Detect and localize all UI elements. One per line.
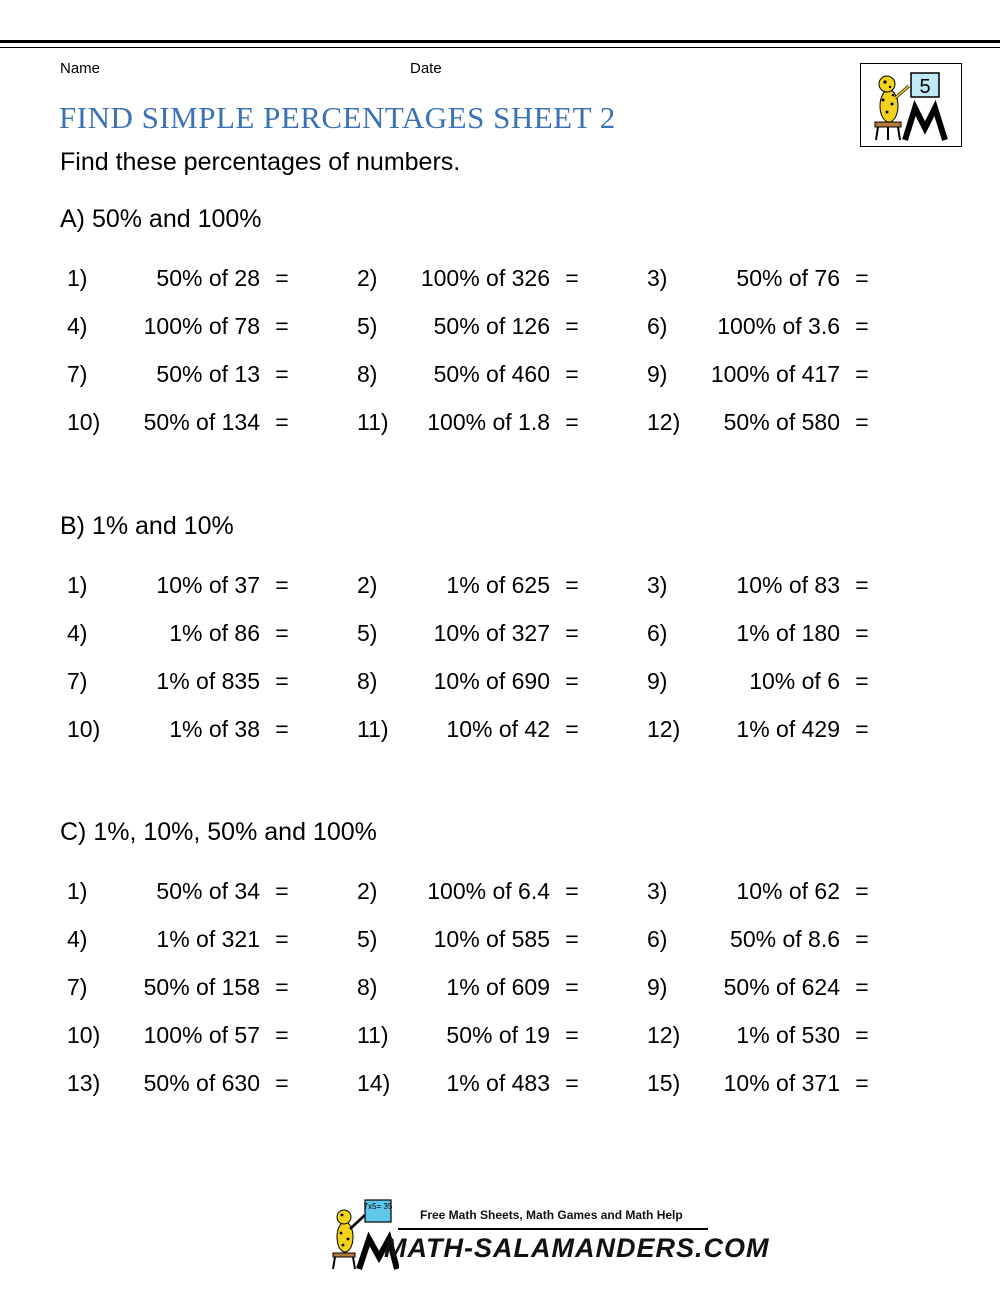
problem-question: 1% of 835 <box>156 668 260 694</box>
problem-question: 100% of 78 <box>143 313 260 339</box>
equals-sign: = <box>275 572 289 598</box>
problem-question: 50% of 19 <box>446 1022 550 1048</box>
problem-number: 9) <box>647 668 668 694</box>
problem-question: 100% of 1.8 <box>427 409 550 435</box>
equals-sign: = <box>275 926 289 952</box>
problem-question: 100% of 6.4 <box>427 878 550 904</box>
problem-question: 100% of 57 <box>143 1022 260 1048</box>
problem-question: 10% of 83 <box>736 572 840 598</box>
problem-question: 10% of 690 <box>433 668 550 694</box>
equals-sign: = <box>565 572 579 598</box>
problem-question: 1% of 429 <box>736 716 840 742</box>
problem-number: 10) <box>67 716 101 742</box>
equals-sign: = <box>565 974 579 1000</box>
problem-question: 50% of 8.6 <box>730 926 840 952</box>
problem-question: 50% of 134 <box>143 409 260 435</box>
problem-question: 50% of 630 <box>143 1070 260 1096</box>
equals-sign: = <box>275 265 289 291</box>
grade-logo <box>860 63 962 147</box>
equals-sign: = <box>275 878 289 904</box>
equals-sign: = <box>565 620 579 646</box>
problem-question: 1% of 625 <box>446 572 550 598</box>
equals-sign: = <box>565 926 579 952</box>
equals-sign: = <box>855 572 869 598</box>
problem-question: 50% of 28 <box>156 265 260 291</box>
equals-sign: = <box>275 716 289 742</box>
problem-number: 7) <box>67 974 88 1000</box>
equals-sign: = <box>855 361 869 387</box>
section-heading: A) 50% and 100% <box>60 205 262 233</box>
problem-question: 1% of 86 <box>169 620 260 646</box>
problem-number: 4) <box>67 313 88 339</box>
problem-question: 50% of 158 <box>143 974 260 1000</box>
date-label: Date <box>410 60 442 77</box>
footer-logo-board-text: 7x5= 35 <box>363 1202 393 1211</box>
problem-number: 10) <box>67 409 101 435</box>
equals-sign: = <box>275 313 289 339</box>
problem-question: 10% of 585 <box>433 926 550 952</box>
problem-number: 13) <box>67 1070 101 1096</box>
salamander-logo-icon <box>861 64 961 146</box>
problem-question: 100% of 3.6 <box>717 313 840 339</box>
problem-number: 7) <box>67 668 88 694</box>
grade-number: 5 <box>919 76 931 98</box>
equals-sign: = <box>565 668 579 694</box>
equals-sign: = <box>275 974 289 1000</box>
problem-question: 1% of 180 <box>736 620 840 646</box>
equals-sign: = <box>275 1070 289 1096</box>
equals-sign: = <box>275 620 289 646</box>
problem-number: 15) <box>647 1070 681 1096</box>
equals-sign: = <box>855 974 869 1000</box>
problem-question: 50% of 460 <box>433 361 550 387</box>
problem-number: 12) <box>647 716 681 742</box>
equals-sign: = <box>855 620 869 646</box>
problem-question: 50% of 624 <box>723 974 840 1000</box>
page-title: FIND SIMPLE PERCENTAGES SHEET 2 <box>59 100 616 135</box>
problem-question: 50% of 126 <box>433 313 550 339</box>
problem-question: 50% of 76 <box>736 265 840 291</box>
equals-sign: = <box>855 926 869 952</box>
problem-question: 1% of 483 <box>446 1070 550 1096</box>
equals-sign: = <box>565 1070 579 1096</box>
equals-sign: = <box>855 409 869 435</box>
footer-tagline: Free Math Sheets, Math Games and Math Help <box>420 1208 683 1222</box>
problem-number: 6) <box>647 620 668 646</box>
problem-number: 3) <box>647 878 668 904</box>
name-label: Name <box>60 60 101 77</box>
footer-underline <box>398 1228 708 1230</box>
problem-number: 8) <box>357 974 378 1000</box>
problem-number: 5) <box>357 620 378 646</box>
problem-number: 6) <box>647 313 668 339</box>
problem-number: 11) <box>357 1022 389 1048</box>
problem-number: 9) <box>647 361 668 387</box>
problem-number: 2) <box>357 265 378 291</box>
problem-number: 5) <box>357 313 378 339</box>
problem-number: 6) <box>647 926 668 952</box>
problem-question: 10% of 6 <box>749 668 840 694</box>
equals-sign: = <box>565 1022 579 1048</box>
problem-question: 100% of 417 <box>710 361 840 387</box>
problem-number: 5) <box>357 926 378 952</box>
problem-number: 1) <box>67 572 88 598</box>
problem-number: 3) <box>647 265 668 291</box>
equals-sign: = <box>565 716 579 742</box>
problem-number: 12) <box>647 1022 681 1048</box>
equals-sign: = <box>855 716 869 742</box>
section-heading: B) 1% and 10% <box>60 512 234 540</box>
equals-sign: = <box>855 1070 869 1096</box>
problem-number: 2) <box>357 878 378 904</box>
problem-question: 1% of 321 <box>156 926 260 952</box>
problem-number: 7) <box>67 361 88 387</box>
problem-number: 10) <box>67 1022 101 1048</box>
problem-number: 12) <box>647 409 681 435</box>
problem-question: 10% of 62 <box>736 878 840 904</box>
problem-number: 8) <box>357 668 378 694</box>
problem-number: 4) <box>67 620 88 646</box>
equals-sign: = <box>855 1022 869 1048</box>
problem-number: 4) <box>67 926 88 952</box>
equals-sign: = <box>855 265 869 291</box>
equals-sign: = <box>565 878 579 904</box>
footer <box>0 1195 1000 1275</box>
equals-sign: = <box>565 409 579 435</box>
equals-sign: = <box>275 409 289 435</box>
equals-sign: = <box>855 313 869 339</box>
problem-number: 1) <box>67 878 88 904</box>
problem-question: 1% of 609 <box>446 974 550 1000</box>
equals-sign: = <box>565 265 579 291</box>
equals-sign: = <box>565 313 579 339</box>
instructions: Find these percentages of numbers. <box>60 148 461 176</box>
section-heading: C) 1%, 10%, 50% and 100% <box>60 818 377 846</box>
problem-number: 8) <box>357 361 378 387</box>
problem-question: 100% of 326 <box>420 265 550 291</box>
problem-question: 10% of 42 <box>446 716 550 742</box>
problem-question: 1% of 530 <box>736 1022 840 1048</box>
equals-sign: = <box>855 668 869 694</box>
problem-number: 1) <box>67 265 88 291</box>
equals-sign: = <box>275 361 289 387</box>
problem-question: 50% of 13 <box>156 361 260 387</box>
equals-sign: = <box>275 1022 289 1048</box>
problem-number: 3) <box>647 572 668 598</box>
footer-brand: MATH-SALAMANDERS.COM <box>384 1233 770 1263</box>
problem-question: 50% of 34 <box>156 878 260 904</box>
problem-number: 2) <box>357 572 378 598</box>
problem-number: 14) <box>357 1070 391 1096</box>
problem-question: 10% of 327 <box>433 620 550 646</box>
problem-number: 11) <box>357 716 389 742</box>
top-rule-thin <box>0 47 1000 48</box>
problem-question: 10% of 37 <box>156 572 260 598</box>
equals-sign: = <box>565 361 579 387</box>
problem-number: 11) <box>357 409 389 435</box>
problem-number: 9) <box>647 974 668 1000</box>
problem-question: 1% of 38 <box>169 716 260 742</box>
problem-question: 50% of 580 <box>723 409 840 435</box>
equals-sign: = <box>275 668 289 694</box>
problem-question: 10% of 371 <box>723 1070 840 1096</box>
equals-sign: = <box>855 878 869 904</box>
top-rule-thick <box>0 40 1000 43</box>
